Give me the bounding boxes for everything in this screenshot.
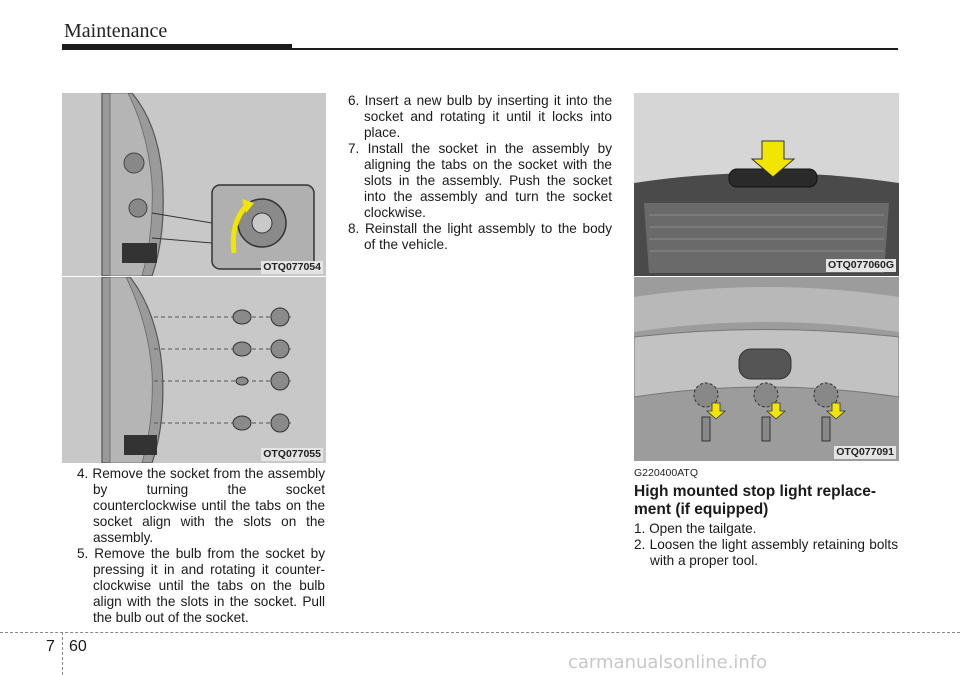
figure-label: OTQ077055 [263, 448, 321, 460]
section-code: G220400ATQ [634, 467, 699, 479]
middle-column-steps [348, 93, 612, 253]
step-6: 6. Insert a new bulb by inserting it into the socket and rotating it until it locks into place. [348, 93, 612, 140]
figure-high-stop-light [634, 93, 899, 276]
section-heading [634, 483, 899, 519]
section-heading-line1: High mounted stop light replace- [634, 483, 876, 500]
step-5: 5. Remove the bulb from the socket by pressing it in and rotating it counter-clockwise until the tabs on the bulb align with the slots in the socket. Pull the bulb out of the socket. [77, 546, 325, 625]
header-rule [292, 48, 898, 50]
page-number: 60 [69, 638, 87, 655]
figure-taillight-socket [62, 93, 326, 276]
section-heading-line2: ment (if equipped) [634, 501, 769, 518]
right-column-steps [634, 521, 898, 569]
figure-taillight-bulbs [62, 277, 326, 463]
high-stop-light-illustration [634, 93, 899, 276]
figure-label: OTQ077091 [836, 446, 894, 458]
figure-tailgate-bolts [634, 277, 899, 461]
step-2: 2. Loosen the light assembly retaining bolts with a proper tool. [634, 537, 898, 568]
figure-label: OTQ077054 [263, 261, 321, 273]
left-column-steps [77, 466, 325, 626]
figure-label: OTQ077060G [828, 259, 894, 271]
step-7: 7. Install the socket in the assembly by aligning the tabs on the socket with the slots in the assembly. Push the socket into the assembly and turn the socket clockwise. [348, 141, 612, 220]
watermark: carmanualsonline.info [568, 652, 768, 673]
taillight-socket-illustration [62, 93, 326, 276]
taillight-bulbs-illustration [62, 277, 326, 463]
tailgate-bolts-illustration [634, 277, 899, 461]
footer-rule [0, 632, 960, 633]
footer-divider [62, 632, 63, 675]
step-4: 4. Remove the socket from the assembly by turning the socket counterclockwise until the tabs on the socket align with the slots on the assembly. [77, 466, 325, 545]
header-bar [62, 44, 292, 50]
chapter-number: 7 [46, 638, 55, 655]
step-1: 1. Open the tailgate. [634, 521, 757, 536]
page-header-title: Maintenance [64, 20, 168, 42]
step-8: 8. Reinstall the light assembly to the body of the vehicle. [348, 221, 612, 252]
